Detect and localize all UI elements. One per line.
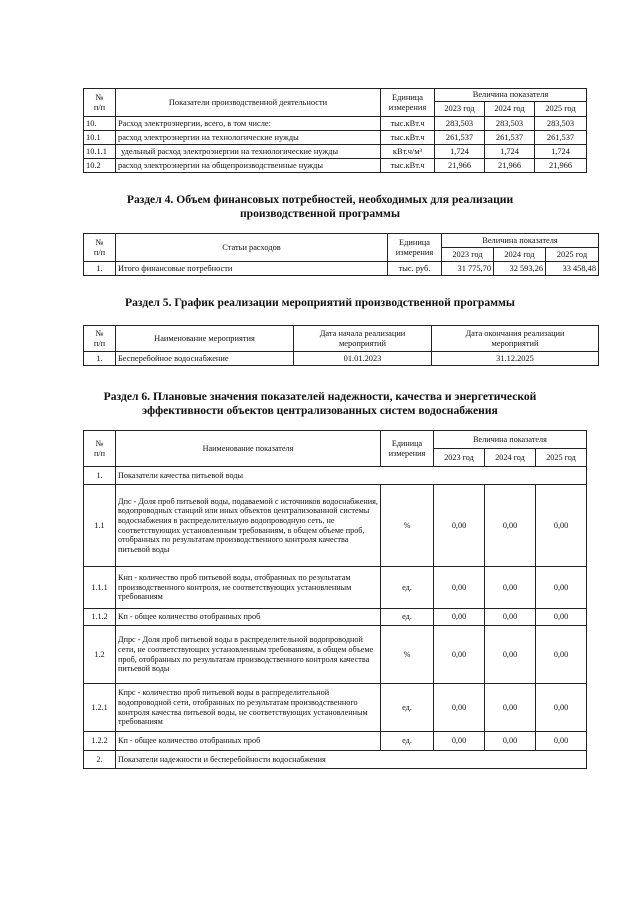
row-value: 0,00 — [434, 609, 485, 626]
header-unit: Единица измерения — [381, 431, 434, 467]
row-name: Кнп - количество проб питьевой воды, отобранных по результатам производственного контроля, не соответствующих установленным требованиям — [116, 567, 381, 609]
section4-title: Раздел 4. Объем финансовых потребностей, необходимых для реализации производственной программы — [126, 193, 514, 220]
header-name: Статьи расходов — [116, 234, 388, 262]
header-year: 2024 год — [485, 449, 536, 467]
quality-indicators-table — [83, 430, 587, 769]
table-row — [84, 117, 587, 131]
header-year: 2024 год — [494, 248, 546, 262]
header-end: Дата окончания реализации мероприятий — [432, 326, 599, 352]
row-value: 0,00 — [434, 626, 485, 684]
row-value: 283,503 — [535, 117, 587, 131]
row-unit: ед. — [381, 684, 434, 732]
row-unit: тыс.кВт.ч — [381, 159, 435, 173]
row-num: 1.2.2 — [84, 732, 116, 751]
row-unit: тыс.кВт.ч — [381, 117, 435, 131]
row-value: 261,537 — [485, 131, 535, 145]
row-value: 0,00 — [434, 485, 485, 567]
row-num: 10. — [84, 117, 116, 131]
header-year: 2023 год — [434, 449, 485, 467]
table-row — [84, 609, 587, 626]
row-unit: % — [381, 626, 434, 684]
table-row — [84, 145, 587, 159]
table-row — [84, 732, 587, 751]
row-end: 31.12.2025 — [432, 352, 599, 366]
row-num: 1. — [84, 262, 116, 276]
header-num: № п/п — [84, 89, 116, 117]
header-num: № п/п — [84, 431, 116, 467]
table-row — [84, 751, 587, 769]
table-row — [84, 262, 599, 276]
schedule-table — [83, 325, 599, 366]
header-year: 2025 год — [546, 248, 599, 262]
row-value: 0,00 — [434, 684, 485, 732]
row-value: 0,00 — [536, 609, 587, 626]
table-row — [84, 485, 587, 567]
header-num: № п/п — [84, 326, 116, 352]
header-unit: Единица измерения — [388, 234, 442, 262]
header-num: № п/п — [84, 234, 116, 262]
row-num: 1.2.1 — [84, 684, 116, 732]
header-start: Дата начала реализации мероприятий — [294, 326, 432, 352]
row-value: 33 458,48 — [546, 262, 599, 276]
row-num: 10.2 — [84, 159, 116, 173]
row-name: удельный расход электроэнергии на технологические нужды — [116, 145, 381, 159]
header-value: Величина показателя — [442, 234, 599, 248]
row-value: 0,00 — [485, 567, 536, 609]
row-name: расход электроэнергии на общепроизводственные нужды — [116, 159, 381, 173]
row-num: 1. — [84, 352, 116, 366]
header-value: Величина показателя — [435, 89, 587, 102]
row-value: 0,00 — [485, 609, 536, 626]
table-row — [84, 567, 587, 609]
section6-title: Раздел 6. Плановые значения показателей надежности, качества и энергетической эффективности объектов централизованных систем водоснабжения — [103, 390, 537, 417]
row-start: 01.01.2023 — [294, 352, 432, 366]
row-num: 1.1.1 — [84, 567, 116, 609]
row-name: Расход электроэнергии, всего, в том числе: — [116, 117, 381, 131]
row-value: 0,00 — [434, 567, 485, 609]
row-num: 10.1.1 — [84, 145, 116, 159]
header-name: Показатели производственной деятельности — [116, 89, 381, 117]
header-year: 2025 год — [535, 102, 587, 117]
header-year: 2025 год — [536, 449, 587, 467]
row-value: 1,724 — [535, 145, 587, 159]
table-row — [84, 684, 587, 732]
header-unit: Единица измерения — [381, 89, 435, 117]
row-num: 1.1.2 — [84, 609, 116, 626]
row-value: 0,00 — [536, 684, 587, 732]
row-unit: ед. — [381, 732, 434, 751]
row-num: 1.1 — [84, 485, 116, 567]
table-row — [84, 467, 587, 485]
row-value: 0,00 — [485, 626, 536, 684]
row-value: 283,503 — [485, 117, 535, 131]
row-value: 0,00 — [485, 684, 536, 732]
row-name: расход электроэнергии на технологические нужды — [116, 131, 381, 145]
row-num: 1.2 — [84, 626, 116, 684]
table-row — [84, 131, 587, 145]
row-value: 1,724 — [485, 145, 535, 159]
row-num: 10.1 — [84, 131, 116, 145]
row-value: 21,966 — [535, 159, 587, 173]
row-unit: тыс.кВт.ч — [381, 131, 435, 145]
row-value: 0,00 — [485, 485, 536, 567]
row-num: 1. — [84, 467, 116, 485]
table-row — [84, 626, 587, 684]
row-value: 0,00 — [536, 732, 587, 751]
row-value: 0,00 — [434, 732, 485, 751]
row-unit: % — [381, 485, 434, 567]
row-name: Дпс - Доля проб питьевой воды, подаваемой с источников водоснабжения, водопроводных станций или иных объектов централизованной системы водоснабжения в распределительную водопроводную сеть, не соответствующих установленным требованиям, в общем объеме проб, отобранных по результатам производственного контроля качества питьевой воды — [116, 485, 381, 567]
row-group-name: Показатели надежности и бесперебойности водоснабжения — [116, 751, 587, 769]
row-group-name: Показатели качества питьевой воды — [116, 467, 587, 485]
production-indicators-table — [83, 88, 587, 173]
row-name: Итого финансовые потребности — [116, 262, 388, 276]
header-year: 2023 год — [442, 248, 494, 262]
financial-needs-table — [83, 233, 599, 276]
row-name: Кп - общее количество отобранных проб — [116, 609, 381, 626]
row-value: 32 593,26 — [494, 262, 546, 276]
row-value: 283,503 — [435, 117, 485, 131]
row-value: 1,724 — [435, 145, 485, 159]
table-row — [84, 159, 587, 173]
row-name: Кпрс - количество проб питьевой воды в распределительной водопроводной сети, отобранных по результатам производственного контроля качества питьевой воды, не соответствующих установленным требованиям — [116, 684, 381, 732]
row-value: 0,00 — [536, 567, 587, 609]
row-value: 21,966 — [485, 159, 535, 173]
header-name: Наименование мероприятия — [116, 326, 294, 352]
row-value: 261,537 — [435, 131, 485, 145]
row-name: Дпрс - Доля проб питьевой воды в распределительной водопроводной сети, не соответствующих установленным требованиям, в общем объеме проб, отобранных по результатам производственного контроля качества питьевой воды — [116, 626, 381, 684]
row-unit: тыс. руб. — [388, 262, 442, 276]
row-unit: ед. — [381, 567, 434, 609]
header-year: 2023 год — [435, 102, 485, 117]
table-row — [84, 352, 599, 366]
row-value: 0,00 — [536, 626, 587, 684]
header-year: 2024 год — [485, 102, 535, 117]
row-value: 261,537 — [535, 131, 587, 145]
header-name: Наименование показателя — [116, 431, 381, 467]
row-name: Кп - общее количество отобранных проб — [116, 732, 381, 751]
row-value: 21,966 — [435, 159, 485, 173]
header-value: Величина показателя — [434, 431, 587, 449]
row-value: 0,00 — [485, 732, 536, 751]
section5-title: Раздел 5. График реализации мероприятий производственной программы — [125, 296, 515, 309]
row-name: Бесперебойное водоснабжение — [116, 352, 294, 366]
row-unit: ед. — [381, 609, 434, 626]
row-value: 0,00 — [536, 485, 587, 567]
row-unit: кВт.ч/м³ — [381, 145, 435, 159]
row-num: 2. — [84, 751, 116, 769]
row-value: 31 775,70 — [442, 262, 494, 276]
